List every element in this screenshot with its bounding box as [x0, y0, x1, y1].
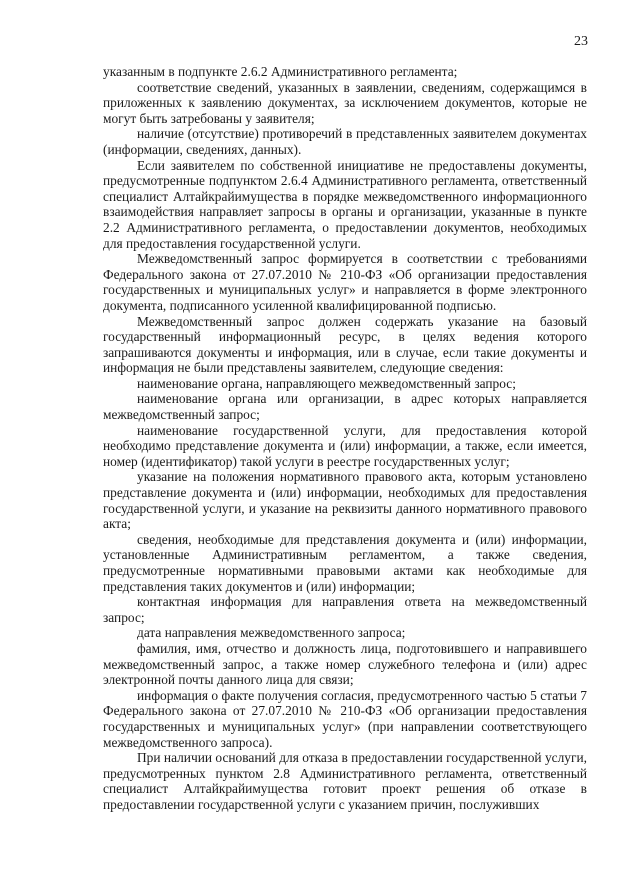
document-body — [103, 64, 587, 813]
paragraph: контактная информация для направления ответа на межведомственный запрос; — [103, 594, 587, 625]
paragraph: наименование государственной услуги, для предоставления которой необходимо представление документа и (или) информации, а также, если имеется, номер (идентификатор) такой услуги в реестре государственных услуг; — [103, 422, 587, 469]
paragraph: Межведомственный запрос должен содержать указание на базовый государственный информационный ресурс, в целях ведения которого запрашиваются документы и информация, или в случае, если такие документы и информация не были представлены заявителем, следующие сведения: — [103, 313, 587, 376]
page-number: 23 — [574, 34, 588, 49]
paragraph: наименование органа или организации, в адрес которых направляется межведомственный запрос; — [103, 391, 587, 423]
paragraph: наименование органа, направляющего межведомственный запрос; — [137, 375, 516, 391]
paragraph: наличие (отсутствие) противоречий в представленных заявителем документах (информации, сведениях, данных). — [103, 126, 587, 157]
paragraph: дата направления межведомственного запроса; — [137, 625, 406, 641]
paragraph: указанным в подпункте 2.6.2 Административного регламента; — [103, 64, 458, 79]
paragraph: соответствие сведений, указанных в заявлении, сведениям, содержащимся в приложенных к заявлению документах, за исключением документов, которые не могут быть затребованы у заявителя; — [103, 79, 587, 126]
paragraph: При наличии оснований для отказа в предоставлении государственной услуги, предусмотренных пунктом 2.8 Административного регламента, ответственный специалист Алтайкрайимущества готовит проект решения об отказе в предоставлении государственной услуги с указанием причин, послуживших — [103, 750, 587, 812]
paragraph: Межведомственный запрос формируется в соответствии с требованиями Федерального закона от 27.07.2010 № 210-ФЗ «Об организации предоставления государственных и муниципальных услуг» и направляется в форме электронного документа, подписанного усиленной квалифицированной подписью. — [103, 251, 587, 313]
paragraph: сведения, необходимые для представления документа и (или) информации, установленные Административным регламентом, а также сведения, предусмотренные нормативными правовыми актами как необходимые для представления таких документов и (или) информации; — [103, 531, 587, 594]
paragraph: Если заявителем по собственной инициативе не предоставлены документы, предусмотренные подпунктом 2.6.4 Административного регламента, ответственный специалист Алтайкрайимущества в порядке межведомственного информационного взаимодействия направляет запросы в органы и организации, указанные в пункте 2.2 Административного регламента, о предоставлении документов, необходимых для предоставления государственной услуги. — [103, 157, 587, 251]
paragraph: информация о факте получения согласия, предусмотренного частью 5 статьи 7 Федерального закона от 27.07.2010 № 210-ФЗ «Об организации предоставления государственных и муниципальных услуг» (при направлении соответствующего межведомственного запроса). — [103, 687, 587, 750]
paragraph: указание на положения нормативного правового акта, которым установлено представление документа и (или) информации, необходимых для предоставления государственной услуги, и указание на реквизиты данного нормативного правового акта; — [103, 469, 587, 532]
paragraph: фамилия, имя, отчество и должность лица, подготовившего и направившего межведомственный запрос, а также номер служебного телефона и (или) адрес электронной почты данного лица для связи; — [103, 640, 587, 688]
